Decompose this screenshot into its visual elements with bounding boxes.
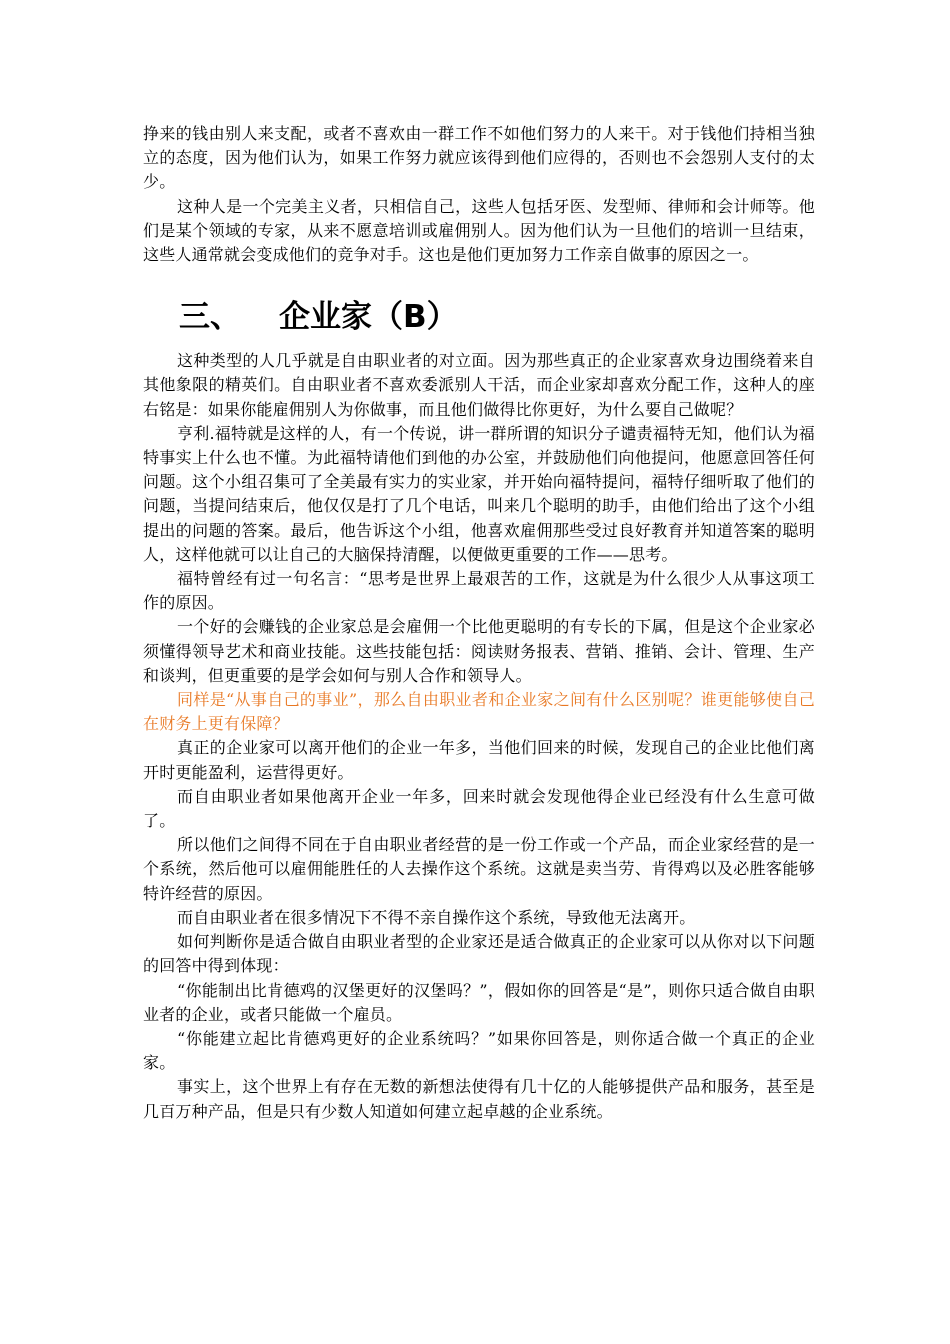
- closing-paragraph: 如何判断你是适合做自由职业者型的企业家还是适合做真正的企业家可以从你对以下问题的回答中得到体现：: [143, 932, 815, 976]
- body-paragraph: 亨利.福特就是这样的人，有一个传说，讲一群所谓的知识分子谴责福特无知，他们认为福特事实上什么也不懂。为此福特请他们到他的办公室，并鼓励他们向他提问，他愿意回答任何问题。这个小组召集可了全美最有实力的实业家，并开始向福特提问，福特仔细听取了他们的问题，当提问结束后，他仅仅是打了几个电话，叫来几个聪明的助手，由他们给出了这个小组提出的问题的答案。最后，他告诉这个小组，他喜欢雇佣那些受过良好教育并知道答案的聪明人，这样他就可以让自己的大脑保持清醒，以便做更重要的工作——思考。: [143, 423, 815, 564]
- section-title: 企业家（B）: [279, 299, 458, 336]
- body-paragraph: 这种类型的人几乎就是自由职业者的对立面。因为那些真正的企业家喜欢身边围绕着来自其他象限的精英们。自由职业者不喜欢委派别人干活，而企业家却喜欢分配工作，这种人的座右铭是：如果你能雇佣别人为你做事，而且他们做得比你更好，为什么要自己做呢？: [143, 351, 815, 419]
- intro-paragraph-2: 这种人是一个完美主义者，只相信自己，这些人包括牙医、发型师、律师和会计师等。他们是某个领域的专家，从来不愿意培训或雇佣别人。因为他们认为一旦他们的培训一旦结束，这些人通常就会变成他们的竞争对手。这也是他们更加努力工作亲自做事的原因之一。: [143, 196, 815, 265]
- section-heading: [143, 297, 815, 337]
- closing-paragraph: 而自由职业者如果他离开企业一年多，回来时就会发现他得企业已经没有什么生意可做了。: [143, 786, 815, 831]
- intro-paragraph-1: 挣来的钱由别人来支配，或者不喜欢由一群工作不如他们努力的人来干。对于钱他们持相当独立的态度，因为他们认为，如果工作努力就应该得到他们应得的，否则也不会怨别人支付的太少。: [143, 124, 815, 192]
- closing-paragraph: “你能制出比肯德鸡的汉堡更好的汉堡吗？”，假如你的回答是“是”，则你只适合做自由职业者的企业，或者只能做一个雇员。: [143, 980, 815, 1024]
- closing-paragraph: 而自由职业者在很多情况下不得不亲自操作这个系统，导致他无法离开。: [177, 907, 696, 927]
- highlighted-question: 同样是“从事自己的事业”，那么自由职业者和企业家之间有什么区别呢？谁更能够使自己在财务上更有保障？: [143, 690, 815, 734]
- closing-paragraph: 真正的企业家可以离开他们的企业一年多，当他们回来的时候，发现自己的企业比他们离开时更能盈利，运营得更好。: [143, 738, 815, 782]
- body-paragraph: 福特曾经有过一句名言：“思考是世界上最艰苦的工作，这就是为什么很少人从事这项工作的原因。: [143, 569, 815, 613]
- section-number: 三、: [179, 299, 241, 336]
- closing-paragraph: “你能建立起比肯德鸡更好的企业系统吗？”如果你回答是，则你适合做一个真正的企业家。: [143, 1028, 815, 1073]
- closing-paragraph: 所以他们之间得不同在于自由职业者经营的是一份工作或一个产品，而企业家经营的是一个系统，然后他可以雇佣能胜任的人去操作这个系统。这就是卖当劳、肯得鸡以及必胜客能够特许经营的原因。: [143, 835, 815, 903]
- closing-paragraph: 事实上，这个世界上有存在无数的新想法使得有几十亿的人能够提供产品和服务，甚至是几百万种产品，但是只有少数人知道如何建立起卓越的企业系统。: [143, 1077, 815, 1121]
- body-paragraph: 一个好的会赚钱的企业家总是会雇佣一个比他更聪明的有专长的下属，但是这个企业家必须懂得领导艺术和商业技能。这些技能包括：阅读财务报表、营销、推销、会计、管理、生产和谈判，但更重要的是学会如何与别人合作和领导人。: [143, 617, 815, 685]
- document-page: [143, 122, 815, 1124]
